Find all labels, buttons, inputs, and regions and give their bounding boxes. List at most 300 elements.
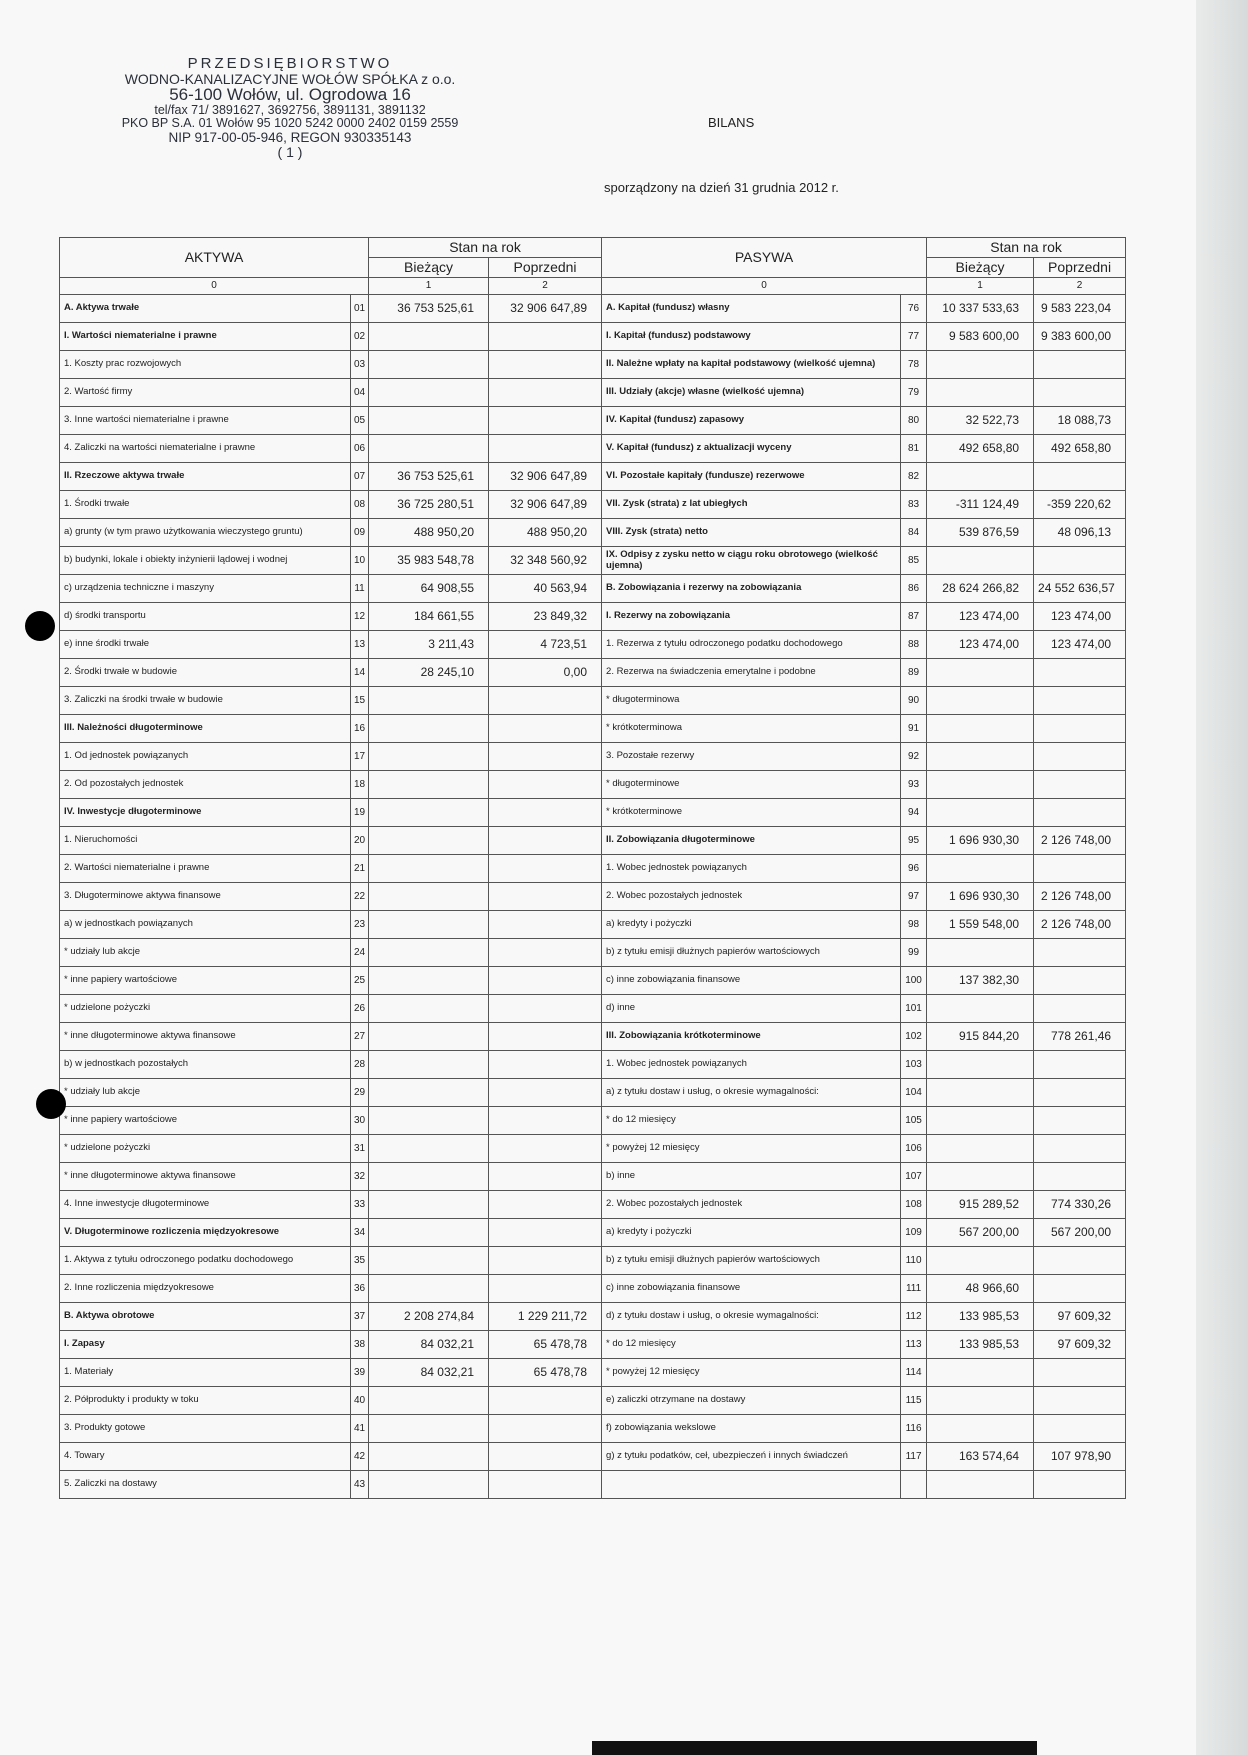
liability-row-number: 93 <box>901 771 927 799</box>
asset-previous-value <box>489 1219 602 1247</box>
liability-current-value <box>927 659 1034 687</box>
table-row <box>60 1471 1126 1499</box>
liability-current-value: 539 876,59 <box>927 519 1034 547</box>
table-row <box>60 547 1126 575</box>
liability-previous-value: 774 330,26 <box>1034 1191 1126 1219</box>
column-index: 2 <box>489 278 602 295</box>
liability-current-value <box>927 379 1034 407</box>
table-row <box>60 883 1126 911</box>
liability-previous-value <box>1034 743 1126 771</box>
asset-previous-value <box>489 967 602 995</box>
asset-label: 2. Wartości niematerialne i prawne <box>60 855 351 883</box>
liability-previous-value <box>1034 1471 1126 1499</box>
asset-current-value: 28 245,10 <box>369 659 489 687</box>
liability-previous-value <box>1034 995 1126 1023</box>
liability-label: I. Kapitał (fundusz) podstawowy <box>602 323 901 351</box>
asset-current-value <box>369 1387 489 1415</box>
liability-current-value <box>927 995 1034 1023</box>
asset-current-value <box>369 967 489 995</box>
asset-previous-value <box>489 323 602 351</box>
asset-current-value <box>369 743 489 771</box>
liability-previous-value <box>1034 351 1126 379</box>
asset-row-number: 30 <box>351 1107 369 1135</box>
liability-current-value: 567 200,00 <box>927 1219 1034 1247</box>
asset-current-value <box>369 939 489 967</box>
liability-current-value: 28 624 266,82 <box>927 575 1034 603</box>
pasywa-header: PASYWA <box>602 238 927 278</box>
asset-current-value <box>369 1135 489 1163</box>
liability-label: 2. Rezerwa na świadczenia emerytalne i podobne <box>602 659 901 687</box>
liability-current-value <box>927 715 1034 743</box>
asset-current-value: 36 725 280,51 <box>369 491 489 519</box>
asset-row-number: 15 <box>351 687 369 715</box>
asset-current-value <box>369 995 489 1023</box>
asset-row-number: 24 <box>351 939 369 967</box>
punch-hole <box>25 611 55 641</box>
liability-row-number: 78 <box>901 351 927 379</box>
asset-current-value <box>369 771 489 799</box>
asset-previous-value: 40 563,94 <box>489 575 602 603</box>
liability-previous-value <box>1034 659 1126 687</box>
liability-current-value <box>927 463 1034 491</box>
liability-row-number: 87 <box>901 603 927 631</box>
asset-current-value <box>369 1107 489 1135</box>
column-index: 0 <box>602 278 927 295</box>
table-row <box>60 1107 1126 1135</box>
liability-label: b) inne <box>602 1163 901 1191</box>
liability-current-value: 137 382,30 <box>927 967 1034 995</box>
liability-label: * do 12 miesięcy <box>602 1107 901 1135</box>
liability-row-number: 107 <box>901 1163 927 1191</box>
asset-row-number: 12 <box>351 603 369 631</box>
asset-label: a) grunty (w tym prawo użytkowania wieczystego gruntu) <box>60 519 351 547</box>
asset-previous-value <box>489 379 602 407</box>
aktywa-header: AKTYWA <box>60 238 369 278</box>
asset-row-number: 33 <box>351 1191 369 1219</box>
asset-row-number: 19 <box>351 799 369 827</box>
liability-previous-value <box>1034 1135 1126 1163</box>
liability-label: c) inne zobowiązania finansowe <box>602 1275 901 1303</box>
asset-row-number: 04 <box>351 379 369 407</box>
liability-label: a) kredyty i pożyczki <box>602 911 901 939</box>
liability-current-value: 133 985,53 <box>927 1331 1034 1359</box>
asset-previous-value: 0,00 <box>489 659 602 687</box>
column-index: 0 <box>60 278 369 295</box>
asset-previous-value <box>489 995 602 1023</box>
liability-row-number: 100 <box>901 967 927 995</box>
liability-row-number: 111 <box>901 1275 927 1303</box>
liability-row-number: 83 <box>901 491 927 519</box>
poprzedni-header: Poprzedni <box>1034 258 1126 278</box>
biezacy-header: Bieżący <box>927 258 1034 278</box>
liability-previous-value: 97 609,32 <box>1034 1331 1126 1359</box>
page-edge-shadow <box>1196 0 1248 1755</box>
asset-current-value <box>369 715 489 743</box>
liability-label: VI. Pozostałe kapitały (fundusze) rezerwowe <box>602 463 901 491</box>
asset-label: 4. Inne inwestycje długoterminowe <box>60 1191 351 1219</box>
liability-label: * krótkoterminowe <box>602 799 901 827</box>
liability-row-number: 97 <box>901 883 927 911</box>
asset-row-number: 18 <box>351 771 369 799</box>
liability-previous-value <box>1034 1247 1126 1275</box>
asset-current-value <box>369 1079 489 1107</box>
liability-row-number: 102 <box>901 1023 927 1051</box>
asset-current-value <box>369 1163 489 1191</box>
asset-row-number: 39 <box>351 1359 369 1387</box>
liability-row-number: 94 <box>901 799 927 827</box>
asset-current-value: 84 032,21 <box>369 1331 489 1359</box>
asset-row-number: 34 <box>351 1219 369 1247</box>
asset-label: e) inne środki trwałe <box>60 631 351 659</box>
liability-previous-value: 97 609,32 <box>1034 1303 1126 1331</box>
table-row <box>60 1443 1126 1471</box>
liability-row-number: 109 <box>901 1219 927 1247</box>
liability-current-value <box>927 855 1034 883</box>
table-row <box>60 939 1126 967</box>
liability-row-number: 92 <box>901 743 927 771</box>
liability-current-value: 10 337 533,63 <box>927 295 1034 323</box>
asset-row-number: 35 <box>351 1247 369 1275</box>
stamp-line: ( 1 ) <box>277 143 303 160</box>
liability-row-number: 106 <box>901 1135 927 1163</box>
liability-label: B. Zobowiązania i rezerwy na zobowiązania <box>602 575 901 603</box>
asset-previous-value: 32 906 647,89 <box>489 491 602 519</box>
asset-current-value <box>369 1051 489 1079</box>
table-row <box>60 967 1126 995</box>
liability-label: g) z tytułu podatków, ceł, ubezpieczeń i innych świadczeń <box>602 1443 901 1471</box>
scan-edge <box>592 1741 1037 1755</box>
table-row <box>60 855 1126 883</box>
asset-label: * udzielone pożyczki <box>60 1135 351 1163</box>
asset-label: c) urządzenia techniczne i maszyny <box>60 575 351 603</box>
table-row <box>60 519 1126 547</box>
liability-label: f) zobowiązania wekslowe <box>602 1415 901 1443</box>
liability-row-number: 89 <box>901 659 927 687</box>
liability-label: * powyżej 12 miesięcy <box>602 1359 901 1387</box>
liability-current-value: 123 474,00 <box>927 631 1034 659</box>
asset-previous-value <box>489 827 602 855</box>
liability-current-value <box>927 939 1034 967</box>
asset-previous-value: 1 229 211,72 <box>489 1303 602 1331</box>
liability-previous-value <box>1034 1359 1126 1387</box>
table-row <box>60 911 1126 939</box>
liability-current-value <box>927 1135 1034 1163</box>
liability-current-value: -311 124,49 <box>927 491 1034 519</box>
table-row <box>60 631 1126 659</box>
asset-previous-value: 65 478,78 <box>489 1331 602 1359</box>
asset-previous-value <box>489 1107 602 1135</box>
asset-current-value <box>369 1191 489 1219</box>
asset-current-value: 488 950,20 <box>369 519 489 547</box>
table-row <box>60 1415 1126 1443</box>
table-row <box>60 1163 1126 1191</box>
asset-previous-value <box>489 407 602 435</box>
document-subtitle: sporządzony na dzień 31 grudnia 2012 r. <box>604 180 839 195</box>
liability-previous-value <box>1034 1163 1126 1191</box>
column-index: 1 <box>369 278 489 295</box>
table-row <box>60 743 1126 771</box>
liability-label: 3. Pozostałe rezerwy <box>602 743 901 771</box>
liability-label: e) zaliczki otrzymane na dostawy <box>602 1387 901 1415</box>
liability-row-number: 104 <box>901 1079 927 1107</box>
liability-previous-value: 2 126 748,00 <box>1034 883 1126 911</box>
liability-label: VIII. Zysk (strata) netto <box>602 519 901 547</box>
table-row <box>60 1135 1126 1163</box>
liability-previous-value: 123 474,00 <box>1034 631 1126 659</box>
liability-row-number: 86 <box>901 575 927 603</box>
asset-row-number: 42 <box>351 1443 369 1471</box>
asset-label: 3. Długoterminowe aktywa finansowe <box>60 883 351 911</box>
liability-previous-value: 492 658,80 <box>1034 435 1126 463</box>
asset-row-number: 20 <box>351 827 369 855</box>
asset-current-value <box>369 1247 489 1275</box>
liability-previous-value: 567 200,00 <box>1034 1219 1126 1247</box>
column-index: 2 <box>1034 278 1126 295</box>
asset-previous-value <box>489 1051 602 1079</box>
asset-label: * udzielone pożyczki <box>60 995 351 1023</box>
liability-previous-value: 2 126 748,00 <box>1034 911 1126 939</box>
liability-row-number: 81 <box>901 435 927 463</box>
liability-label: b) z tytułu emisji dłużnych papierów wartościowych <box>602 939 901 967</box>
liability-label: 1. Wobec jednostek powiązanych <box>602 1051 901 1079</box>
asset-label: * udziały lub akcje <box>60 1079 351 1107</box>
table-row <box>60 1331 1126 1359</box>
asset-row-number: 23 <box>351 911 369 939</box>
stamp-line: 56-100 Wołów, ul. Ogrodowa 16 <box>169 85 411 105</box>
liability-label: 2. Wobec pozostałych jednostek <box>602 1191 901 1219</box>
table-row <box>60 1303 1126 1331</box>
liability-label: IV. Kapitał (fundusz) zapasowy <box>602 407 901 435</box>
liability-current-value: 32 522,73 <box>927 407 1034 435</box>
asset-current-value <box>369 323 489 351</box>
liability-current-value: 1 696 930,30 <box>927 883 1034 911</box>
asset-previous-value <box>489 1135 602 1163</box>
table-row <box>60 1275 1126 1303</box>
asset-label: 1. Nieruchomości <box>60 827 351 855</box>
liability-current-value <box>927 1079 1034 1107</box>
asset-previous-value <box>489 1471 602 1499</box>
asset-label: A. Aktywa trwałe <box>60 295 351 323</box>
asset-previous-value: 65 478,78 <box>489 1359 602 1387</box>
liability-label: V. Kapitał (fundusz) z aktualizacji wyceny <box>602 435 901 463</box>
asset-row-number: 14 <box>351 659 369 687</box>
asset-previous-value: 32 906 647,89 <box>489 295 602 323</box>
liability-current-value <box>927 799 1034 827</box>
asset-previous-value: 32 348 560,92 <box>489 547 602 575</box>
liability-previous-value <box>1034 715 1126 743</box>
liability-previous-value: -359 220,62 <box>1034 491 1126 519</box>
asset-current-value <box>369 351 489 379</box>
asset-row-number: 29 <box>351 1079 369 1107</box>
liability-current-value: 163 574,64 <box>927 1443 1034 1471</box>
document-title: BILANS <box>708 115 755 130</box>
liability-label: * długoterminowa <box>602 687 901 715</box>
asset-row-number: 01 <box>351 295 369 323</box>
asset-row-number: 16 <box>351 715 369 743</box>
asset-row-number: 26 <box>351 995 369 1023</box>
asset-label: d) środki transportu <box>60 603 351 631</box>
liability-current-value: 1 696 930,30 <box>927 827 1034 855</box>
liability-row-number: 110 <box>901 1247 927 1275</box>
asset-row-number: 02 <box>351 323 369 351</box>
liability-row-number: 98 <box>901 911 927 939</box>
asset-current-value <box>369 855 489 883</box>
liability-previous-value <box>1034 1107 1126 1135</box>
stamp-line: WODNO-KANALIZACYJNE WOŁÓW SPÓŁKA z o.o. <box>124 70 456 87</box>
asset-previous-value <box>489 855 602 883</box>
liability-current-value <box>927 1359 1034 1387</box>
liability-current-value <box>927 1107 1034 1135</box>
asset-row-number: 37 <box>351 1303 369 1331</box>
asset-label: 1. Środki trwałe <box>60 491 351 519</box>
liability-current-value: 915 289,52 <box>927 1191 1034 1219</box>
liability-current-value <box>927 547 1034 575</box>
liability-current-value: 133 985,53 <box>927 1303 1034 1331</box>
asset-current-value <box>369 827 489 855</box>
liability-row-number: 116 <box>901 1415 927 1443</box>
asset-label: 1. Koszty prac rozwojowych <box>60 351 351 379</box>
liability-label: * do 12 miesięcy <box>602 1331 901 1359</box>
liability-row-number: 115 <box>901 1387 927 1415</box>
asset-label: 1. Aktywa z tytułu odroczonego podatku dochodowego <box>60 1247 351 1275</box>
asset-previous-value <box>489 1275 602 1303</box>
liability-row-number: 103 <box>901 1051 927 1079</box>
asset-previous-value: 23 849,32 <box>489 603 602 631</box>
table-row <box>60 435 1126 463</box>
liability-previous-value <box>1034 1079 1126 1107</box>
asset-row-number: 06 <box>351 435 369 463</box>
asset-row-number: 08 <box>351 491 369 519</box>
liability-previous-value <box>1034 939 1126 967</box>
asset-label: 2. Inne rozliczenia międzyokresowe <box>60 1275 351 1303</box>
asset-current-value: 84 032,21 <box>369 1359 489 1387</box>
asset-previous-value <box>489 771 602 799</box>
asset-label: * inne długoterminowe aktywa finansowe <box>60 1023 351 1051</box>
stan-na-rok-header: Stan na rok <box>369 238 602 258</box>
table-row <box>60 995 1126 1023</box>
liability-previous-value <box>1034 1275 1126 1303</box>
table-row <box>60 1023 1126 1051</box>
asset-previous-value <box>489 1387 602 1415</box>
liability-label: III. Udziały (akcje) własne (wielkość ujemna) <box>602 379 901 407</box>
asset-previous-value <box>489 911 602 939</box>
asset-previous-value <box>489 1163 602 1191</box>
asset-row-number: 38 <box>351 1331 369 1359</box>
liability-previous-value <box>1034 799 1126 827</box>
liability-previous-value <box>1034 771 1126 799</box>
liability-row-number: 99 <box>901 939 927 967</box>
asset-row-number: 22 <box>351 883 369 911</box>
liability-row-number: 101 <box>901 995 927 1023</box>
asset-label: * inne długoterminowe aktywa finansowe <box>60 1163 351 1191</box>
liability-label: A. Kapitał (fundusz) własny <box>602 295 901 323</box>
liability-current-value <box>927 743 1034 771</box>
asset-row-number: 05 <box>351 407 369 435</box>
asset-previous-value <box>489 939 602 967</box>
asset-current-value <box>369 687 489 715</box>
asset-row-number: 27 <box>351 1023 369 1051</box>
liability-row-number: 85 <box>901 547 927 575</box>
liability-label: VII. Zysk (strata) z lat ubiegłych <box>602 491 901 519</box>
liability-row-number: 114 <box>901 1359 927 1387</box>
liability-previous-value: 9 383 600,00 <box>1034 323 1126 351</box>
asset-label: * udziały lub akcje <box>60 939 351 967</box>
liability-previous-value <box>1034 855 1126 883</box>
table-row <box>60 659 1126 687</box>
asset-current-value: 3 211,43 <box>369 631 489 659</box>
stamp-line: tel/fax 71/ 3891627, 3692756, 3891131, 3891132 <box>154 103 426 118</box>
asset-row-number: 32 <box>351 1163 369 1191</box>
asset-current-value <box>369 1415 489 1443</box>
asset-row-number: 21 <box>351 855 369 883</box>
liability-row-number: 79 <box>901 379 927 407</box>
table-row <box>60 827 1126 855</box>
asset-row-number: 13 <box>351 631 369 659</box>
table-row <box>60 1219 1126 1247</box>
liability-current-value: 915 844,20 <box>927 1023 1034 1051</box>
asset-label: I. Wartości niematerialne i prawne <box>60 323 351 351</box>
asset-previous-value <box>489 1247 602 1275</box>
liability-previous-value: 18 088,73 <box>1034 407 1126 435</box>
asset-label: II. Rzeczowe aktywa trwałe <box>60 463 351 491</box>
liability-label: a) z tytułu dostaw i usług, o okresie wymagalności: <box>602 1079 901 1107</box>
liability-previous-value <box>1034 1415 1126 1443</box>
asset-previous-value <box>489 883 602 911</box>
liability-label <box>602 1471 901 1499</box>
liability-row-number: 117 <box>901 1443 927 1471</box>
liability-label: a) kredyty i pożyczki <box>602 1219 901 1247</box>
table-row <box>60 351 1126 379</box>
liability-label: * krótkoterminowa <box>602 715 901 743</box>
liability-label: d) z tytułu dostaw i usług, o okresie wymagalności: <box>602 1303 901 1331</box>
poprzedni-header: Poprzedni <box>489 258 602 278</box>
liability-row-number: 76 <box>901 295 927 323</box>
liability-previous-value: 24 552 636,57 <box>1034 575 1126 603</box>
table-row <box>60 771 1126 799</box>
table-row <box>60 491 1126 519</box>
liability-current-value: 1 559 548,00 <box>927 911 1034 939</box>
liability-previous-value: 778 261,46 <box>1034 1023 1126 1051</box>
asset-previous-value <box>489 799 602 827</box>
asset-current-value: 184 661,55 <box>369 603 489 631</box>
asset-label: * inne papiery wartościowe <box>60 967 351 995</box>
liability-row-number: 112 <box>901 1303 927 1331</box>
table-row <box>60 603 1126 631</box>
asset-previous-value: 32 906 647,89 <box>489 463 602 491</box>
asset-previous-value <box>489 715 602 743</box>
asset-current-value <box>369 1023 489 1051</box>
asset-previous-value <box>489 1415 602 1443</box>
asset-row-number: 25 <box>351 967 369 995</box>
asset-current-value <box>369 435 489 463</box>
asset-label: IV. Inwestycje długoterminowe <box>60 799 351 827</box>
asset-label: 3. Inne wartości niematerialne i prawne <box>60 407 351 435</box>
liability-row-number: 95 <box>901 827 927 855</box>
table-row <box>60 1387 1126 1415</box>
table-row <box>60 379 1126 407</box>
balance-sheet-table <box>59 237 1126 1499</box>
asset-current-value <box>369 379 489 407</box>
liability-row-number: 91 <box>901 715 927 743</box>
asset-current-value: 64 908,55 <box>369 575 489 603</box>
asset-current-value: 36 753 525,61 <box>369 295 489 323</box>
asset-label: B. Aktywa obrotowe <box>60 1303 351 1331</box>
asset-current-value <box>369 1471 489 1499</box>
asset-current-value: 2 208 274,84 <box>369 1303 489 1331</box>
table-row <box>60 715 1126 743</box>
company-stamp <box>110 56 470 159</box>
asset-current-value <box>369 1219 489 1247</box>
